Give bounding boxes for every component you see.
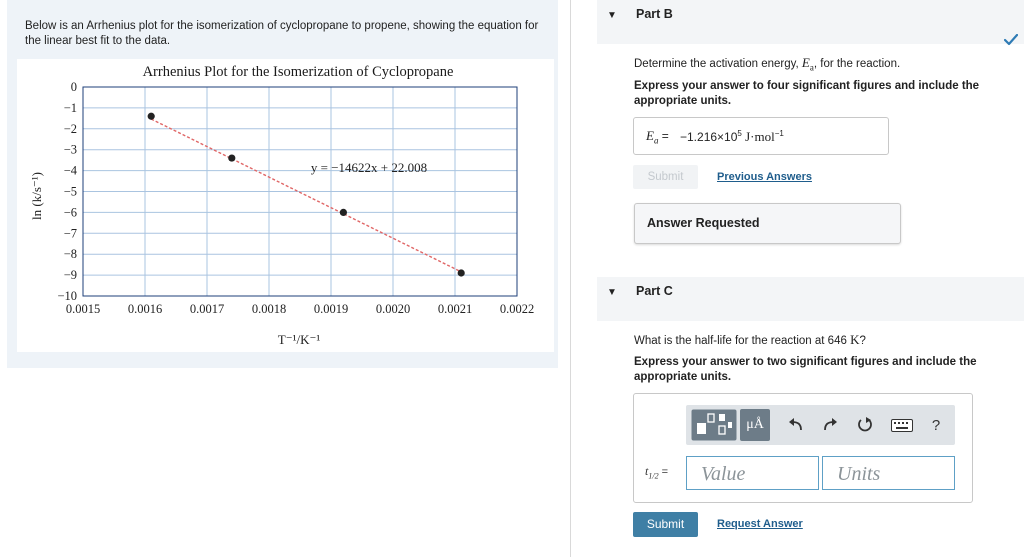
x-tick-label: 0.0016 [127,302,163,316]
keyboard-icon[interactable] [891,419,913,432]
answer-label: $E_a$ = [646,128,669,146]
x-axis-label: T⁻¹/K⁻¹ [277,332,321,347]
value-input[interactable]: Value [686,456,819,490]
y-tick-label: −6 [63,205,77,220]
data-points [148,113,465,277]
y-tick-label: −9 [63,268,77,283]
redo-icon[interactable] [821,416,839,434]
part-b-instruction: Express your answer to four significant figures and include the appropriate units. [634,80,980,107]
templates-icon[interactable] [691,409,737,441]
collapse-triangle-icon[interactable]: ▼ [607,287,617,298]
y-tick-label: −5 [63,184,77,199]
part-c-submit-button[interactable]: Submit [633,512,698,537]
answer-requested-status: Answer Requested [634,203,901,244]
request-answer-link[interactable]: Request Answer [717,518,803,530]
y-tick-label: −2 [63,121,77,136]
reset-icon[interactable] [856,416,874,434]
fit-equation: y = −14622x + 22.008 [310,160,428,175]
correct-check-icon [1004,34,1018,46]
part-b-question: Determine the activation energy, $E_a$, for the reaction. [634,55,901,73]
part-c-header[interactable] [597,277,1024,321]
x-tick-labels [66,302,534,316]
undo-icon[interactable] [787,416,805,434]
problem-panel [7,0,558,368]
chart-grid [83,87,517,296]
x-tick-label: 0.0019 [313,302,349,316]
y-tick-label: −3 [63,142,77,157]
help-icon[interactable]: ? [931,417,941,434]
y-tick-labels [57,80,77,303]
data-point [340,209,347,216]
x-tick-label: 0.0018 [251,302,287,316]
y-tick-label: −1 [63,100,77,115]
x-tick-label: 0.0020 [375,302,411,316]
y-tick-label: −8 [63,247,77,262]
x-tick-label: 0.0017 [189,302,225,316]
answer-value: $-1.216\times 10^5$ J·mol$^{-1}$ [680,129,784,144]
part-c-title: Part C [636,284,673,298]
panel-divider [570,0,571,557]
y-tick-label: −10 [57,289,77,303]
arrhenius-chart [17,59,554,352]
half-life-label: $t_{1/2}$ = [645,464,669,481]
part-b-answer-box [633,117,889,155]
y-tick-label: −4 [63,163,77,178]
arrhenius-figure [17,59,554,352]
data-point [228,154,235,161]
part-b-submit-button[interactable]: Submit [633,165,698,189]
data-point [148,113,155,120]
part-b-title: Part B [636,7,673,21]
problem-intro: Below is an Arrhenius plot for the isomerization of cyclopropane to propene, showing the equation for the linear best fit to the data. [25,20,539,47]
collapse-triangle-icon[interactable]: ▼ [607,10,617,21]
x-tick-label: 0.0015 [65,302,101,316]
y-tick-label: −7 [63,226,77,241]
part-c-instruction: Express your answer to two significant figures and include the appropriate units. [634,356,977,383]
y-axis-label: ln (k/s⁻¹) [29,172,44,220]
units-mu-angstrom-button[interactable]: μÅ [740,409,770,441]
chart-title: Arrhenius Plot for the Isomerization of Cyclopropane [142,64,454,80]
previous-answers-link[interactable]: Previous Answers [717,171,812,183]
units-input[interactable]: Units [822,456,955,490]
part-b-header[interactable] [597,0,1024,44]
data-point [458,269,465,276]
x-tick-label: 0.0022 [499,302,535,316]
x-tick-label: 0.0021 [437,302,473,316]
y-tick-label: 0 [70,80,77,94]
part-c-question: What is the half-life for the reaction at 646 K? [634,332,866,347]
fit-line [151,119,461,272]
